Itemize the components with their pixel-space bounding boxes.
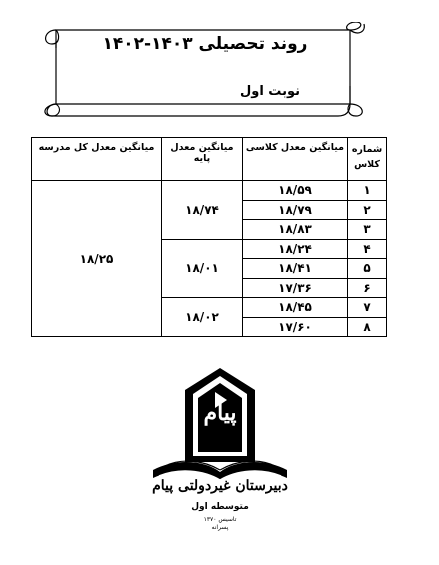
class-number: ۴ xyxy=(348,239,387,259)
logo-emblem-text: پیام xyxy=(203,400,237,426)
col-class-number-header xyxy=(348,138,387,181)
class-number: ۵ xyxy=(348,259,387,279)
table-row xyxy=(32,181,387,201)
class-average: ۱۸/۴۱ xyxy=(243,259,348,279)
class-number: ۱ xyxy=(348,181,387,201)
col-base-avg-header: میانگین معدل پایه xyxy=(162,138,243,181)
grades-table xyxy=(31,137,387,337)
class-average: ۱۸/۸۳ xyxy=(243,220,348,240)
col-class-avg-header: میانگین معدل کلاسی xyxy=(243,138,348,181)
base-average: ۱۸/۰۲ xyxy=(162,298,243,337)
col-class-number-line1: شماره xyxy=(351,144,383,155)
col-school-avg-header: میانگین معدل کل مدرسه xyxy=(32,138,162,181)
school-name: دبیرستان غیردولتی پیام xyxy=(152,478,288,494)
class-number: ۸ xyxy=(348,317,387,337)
class-average: ۱۸/۷۹ xyxy=(243,200,348,220)
school-average: ۱۸/۲۵ xyxy=(32,181,162,337)
table-header-row xyxy=(32,138,387,181)
school-level: متوسطه اول xyxy=(191,502,249,512)
class-average: ۱۸/۵۹ xyxy=(243,181,348,201)
base-average: ۱۸/۰۱ xyxy=(162,239,243,298)
class-number: ۲ xyxy=(348,200,387,220)
class-number: ۷ xyxy=(348,298,387,318)
class-number: ۳ xyxy=(348,220,387,240)
report-subtitle: نوبت اول xyxy=(239,84,300,99)
col-class-number-line2: کلاس xyxy=(354,159,380,170)
class-average: ۱۷/۶۰ xyxy=(243,317,348,337)
base-average: ۱۸/۷۴ xyxy=(162,181,243,240)
class-average: ۱۸/۲۴ xyxy=(243,239,348,259)
school-note: پسرانه xyxy=(211,524,229,531)
school-founded xyxy=(140,516,300,532)
class-number: ۶ xyxy=(348,278,387,298)
class-average: ۱۷/۳۶ xyxy=(243,278,348,298)
report-title: روند تحصیلی ۱۴۰۳-۱۴۰۲ xyxy=(102,34,308,54)
founded-text: تاسیس ۱۳۷۰ xyxy=(203,516,237,523)
class-average: ۱۸/۴۵ xyxy=(243,298,348,318)
